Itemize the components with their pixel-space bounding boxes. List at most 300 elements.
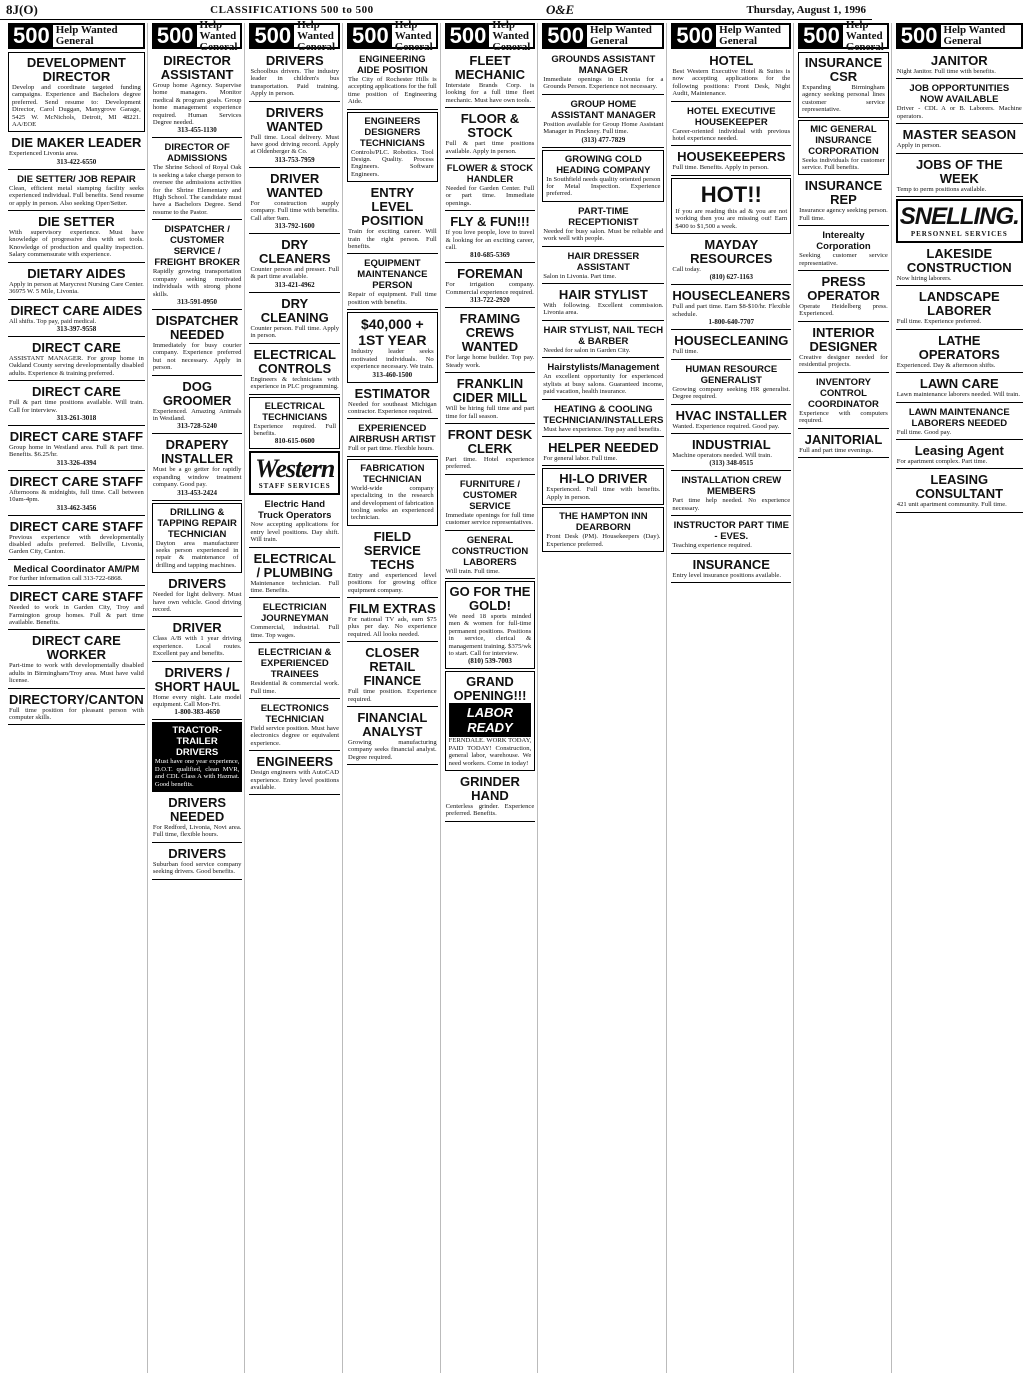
classified-ad xyxy=(542,150,664,202)
ad-body: For irrigation company. Commercial experience required. xyxy=(445,281,535,296)
section-label-line2: General xyxy=(394,40,433,53)
ad-body: Clean, efficient metal stamping facility seeks experienced individual. Full benefits. Send resume or apply in person. Also seeking Oper/Setter. xyxy=(9,184,144,207)
classified-ad xyxy=(798,177,889,226)
classified-ad xyxy=(249,497,340,547)
ad-contact: (313) 477-7829 xyxy=(581,135,626,144)
section-label xyxy=(294,18,338,53)
classified-ad xyxy=(347,421,438,456)
ad-body: Full or part time. Flexible hours. xyxy=(348,445,434,453)
classified-ad xyxy=(8,339,145,381)
classified-column xyxy=(345,18,441,1373)
ad-body: Full time. Experience preferred. xyxy=(896,318,982,326)
classified-ad xyxy=(347,644,438,707)
ad-contact: (810) 539-7003 xyxy=(468,657,512,666)
classified-ad xyxy=(671,148,791,175)
ad-title: DISPATCHER / CUSTOMER SERVICE / FREIGHT BROKER xyxy=(154,224,240,269)
ad-title: ELECTRICAL TECHNICIANS xyxy=(262,400,328,423)
classified-ad xyxy=(798,228,889,271)
ad-title: FILM EXTRAS xyxy=(349,600,436,616)
ad-title: ENGINEERS xyxy=(256,754,334,770)
ad-title: ELECTRICIAN JOURNEYMAN xyxy=(260,602,329,625)
section-label-line2: General xyxy=(845,40,884,53)
ad-body: Immediate openings in Livonia for a Grounds Person. Experience not necessary. xyxy=(543,76,664,91)
ad-title: DRIVER xyxy=(172,620,222,636)
ad-title: DISPATCHER NEEDED xyxy=(155,312,239,342)
ad-title: FLOWER & STOCK HANDLER xyxy=(446,163,534,186)
ad-title: LAKESIDE CONSTRUCTION xyxy=(906,246,1012,276)
classified-ad xyxy=(347,459,438,526)
classified-ad xyxy=(798,324,889,373)
section-label-line2: General xyxy=(199,40,238,53)
ad-body: An excellent opportunity for experienced stylists at busy salons. Guaranteed income, paid vacation, health insurance. xyxy=(543,373,664,396)
section-label-line1: Help Wanted xyxy=(394,18,432,42)
ad-title: MASTER SEASON xyxy=(902,127,1016,143)
ad-body: Seeks individuals for customer service. Full benefits. xyxy=(802,156,885,172)
ad-title: DIRECTOR OF ADMISSIONS xyxy=(164,142,230,165)
ad-body: 421 unit apartment community. Full time. xyxy=(896,501,1007,509)
ad-title: DRILLING & TAPPING REPAIR TECHNICIAN xyxy=(157,506,237,540)
section-number: 500 xyxy=(544,25,587,47)
ad-contact: 1-800-640-7707 xyxy=(708,318,755,327)
classified-ad xyxy=(249,104,340,168)
ad-body: Night Janitor. Full time with benefits. xyxy=(896,68,996,75)
section-number: 500 xyxy=(154,25,197,47)
classified-ad xyxy=(671,287,791,330)
ad-title: DOG GROOMER xyxy=(162,378,232,408)
ad-title: HOUSECLEANING xyxy=(674,333,789,349)
ad-title: DRIVERS xyxy=(168,845,227,861)
ad-title: DRY CLEANING xyxy=(260,295,329,325)
ad-body: For large home builder. Top pay. Steady work. xyxy=(445,354,535,369)
ad-body: Experienced. Amazing Animals in Westland. xyxy=(152,407,242,422)
ad-title: ENTRY LEVEL POSITION xyxy=(361,185,424,229)
ad-body: Part-time to work with developmentally disabled adults in Birmingham/Troy area. Must have valid license. xyxy=(9,662,144,685)
ad-body: Needed for southeast Michigan contractor. Experience required. xyxy=(348,400,437,415)
ad-body: Needed to work in Garden City, Troy and Farmington group homes. Full & part time available. Benefits. xyxy=(9,604,144,626)
ad-body: We need 18 sports minded men & women for full-time permanent positions. Positions in service, clerical & management training. $375/wk to start. Call for interview. xyxy=(448,612,532,657)
classified-ad xyxy=(8,265,145,300)
classified-ad xyxy=(8,213,145,263)
section-number: 500 xyxy=(10,25,53,47)
ad-contact: 313-591-0950 xyxy=(177,297,217,306)
ad-body: For general labor. Full time. xyxy=(543,454,618,462)
classified-ad xyxy=(8,428,145,471)
ad-body: Entry and experienced level positions for growing office equipment company. xyxy=(348,571,437,594)
snelling-logo-sub: PERSONNEL SERVICES xyxy=(910,230,1008,239)
ad-body: Must have one year experience, D.O.T. qualified, clean MVR, and CDL Class A with Hazmat. Good benefits. xyxy=(154,758,240,788)
classified-ad xyxy=(8,518,145,560)
ad-body: All shifts. Top pay, paid medical. xyxy=(9,317,97,325)
ad-body: Immediate openings for full time customer service representatives. xyxy=(445,511,535,527)
classified-ad xyxy=(8,588,145,630)
ad-title: ENGINEERING AIDE POSITION xyxy=(356,54,428,76)
section-label-line1: Help Wanted xyxy=(297,18,334,42)
section-label xyxy=(587,25,655,47)
ad-body: Wanted. Experience required. Good pay. xyxy=(672,422,780,430)
ad-contact: 313-326-4394 xyxy=(56,458,97,467)
classified-ad xyxy=(249,645,340,699)
ad-body: Immediately for busy courier company. Experience preferred but not necessary. Apply in person. xyxy=(152,341,242,372)
classified-ad xyxy=(896,332,1023,373)
ad-body: Salon in Livonia. Part time. xyxy=(543,272,617,280)
ad-body: Train for exciting career. Will train the right person. Full benefits. xyxy=(348,228,437,251)
classified-ad xyxy=(542,97,664,148)
classified-ad xyxy=(445,426,536,475)
ad-body: Now accepting applications for entry level positions. Day shift. Will train. xyxy=(250,521,340,544)
classified-ad xyxy=(445,533,536,579)
classified-column xyxy=(443,18,539,1373)
ad-title: INSTALLATION CREW MEMBERS xyxy=(681,475,782,498)
classified-ad xyxy=(152,845,243,880)
classified-ad xyxy=(896,245,1023,286)
classified-ad xyxy=(8,473,145,516)
classified-ad xyxy=(542,249,664,284)
ad-body: Full time. xyxy=(672,348,699,356)
section-label-line2: General xyxy=(297,40,336,53)
ad-title: DIRECT CARE xyxy=(31,384,121,400)
ad-title: HUMAN RESOURCE GENERALIST xyxy=(685,363,778,386)
ad-title: DRY CLEANERS xyxy=(258,237,331,267)
ad-body: Needed for salon in Garden City. xyxy=(543,346,631,354)
western-logo-sub: STAFF SERVICES xyxy=(258,482,331,491)
classified-ad xyxy=(798,431,889,458)
ad-title: HOTEL EXECUTIVE HOUSEKEEPER xyxy=(687,105,776,128)
section-title: CLASSIFICATIONS 500 to 500 xyxy=(210,3,374,16)
ad-title: DIE SETTER/ JOB REPAIR xyxy=(17,173,136,185)
section-label-line2: General xyxy=(492,40,531,53)
ad-contact: (810) 627-1163 xyxy=(709,273,753,282)
classified-ad xyxy=(671,436,791,471)
western-logo: Western xyxy=(255,454,335,484)
ad-title: DIRECT CARE STAFF xyxy=(9,473,144,489)
ad-body: Engineers & technicians with experience in PLC programming. xyxy=(250,375,340,391)
section-number: 500 xyxy=(349,25,392,47)
classified-ad xyxy=(152,436,243,500)
classified-ad xyxy=(542,286,664,321)
ad-body: Apply in person. xyxy=(896,142,941,150)
ad-body: Expanding Birmingham agency seeking personal lines customer service representative. xyxy=(802,84,885,114)
ad-body: Interstate Brands Corp. is looking for a full time fleet mechanic. Must have own tools. xyxy=(445,82,535,104)
ad-title: Hairstylists/Management xyxy=(547,362,660,374)
classified-ad xyxy=(896,442,1023,469)
ad-body: Call today. xyxy=(672,266,701,274)
ad-title: LEASING CONSULTANT xyxy=(915,472,1004,502)
ad-title: HAIR DRESSER ASSISTANT xyxy=(567,250,640,273)
ad-body: Centerless grinder. Experience preferred. Benefits. xyxy=(445,803,535,818)
section-header xyxy=(671,23,791,49)
ad-contact: 313-792-1600 xyxy=(274,222,315,231)
ad-title: DIRECT CARE STAFF xyxy=(9,518,144,534)
classified-ad xyxy=(8,134,145,169)
ad-body: Temp to perm positions available. xyxy=(896,185,987,193)
ad-title: JANITORIAL xyxy=(804,431,883,447)
classified-ad xyxy=(347,52,438,110)
ad-body: Now hiring laborers. xyxy=(896,275,952,283)
ad-contact: 810-615-0600 xyxy=(274,437,315,446)
ad-body: Creative designer needed for residential projects. xyxy=(799,353,888,369)
ad-body: FERNDALE. WORK TODAY, PAID TODAY! Construction, general labor, warehouse. We need workers. Come in today! xyxy=(448,737,532,767)
paper-name: O&E xyxy=(545,1,575,17)
ad-body: Experience required. Full benefits. xyxy=(253,422,337,437)
classified-column xyxy=(669,23,794,1373)
ad-body: Full and part time evenings. xyxy=(799,446,873,454)
classified-ad xyxy=(445,773,536,822)
classified-column xyxy=(796,18,892,1373)
ad-title: DRIVER WANTED xyxy=(266,170,323,200)
section-label xyxy=(392,18,436,53)
ad-body: Will train. Full time. xyxy=(445,567,500,575)
classified-ad xyxy=(8,562,145,586)
ad-title: DIRECTORY/CANTON xyxy=(9,691,144,707)
ad-title: DRIVERS xyxy=(168,576,227,592)
classified-ad xyxy=(152,619,243,661)
ad-body: Full & part time positions available. Apply in person. xyxy=(445,140,535,155)
ad-title: FRANKLIN CIDER MILL xyxy=(452,376,528,406)
ad-body: Seeking customer service representative. xyxy=(799,252,888,267)
ad-body: Full time. Good pay. xyxy=(896,428,952,436)
classified-ad xyxy=(152,140,243,220)
classified-ad xyxy=(347,312,438,382)
section-label xyxy=(941,25,1009,47)
classified-ad xyxy=(445,375,536,424)
ad-title: DRIVERS WANTED xyxy=(265,104,324,134)
ad-body: With supervisory experience. Must have knowledge of progressive dies with set tools. Knowledge of production and quality inspection. Salary commensurate with experience. xyxy=(9,229,144,259)
ad-title: GENERAL CONSTRUCTION LABORERS xyxy=(451,534,529,568)
ad-contact: 313-261-3018 xyxy=(56,413,97,422)
ad-body: Residential & commercial work. Full time. xyxy=(250,680,340,695)
ad-body: Full time. Benefits. Apply in person. xyxy=(672,164,769,172)
ad-title: HOUSEKEEPERS xyxy=(677,149,786,165)
section-label-line2: General xyxy=(589,35,628,47)
section-label-line1: Help Wanted xyxy=(845,18,883,42)
classified-ad xyxy=(896,126,1023,153)
ad-title: FABRICATION TECHNICIAN xyxy=(360,462,425,485)
ad-body: For apartment complex. Part time. xyxy=(896,458,988,466)
ad-body: Field service position. Must have electronics degree or equivalent experience. xyxy=(250,724,340,747)
ad-title: FOREMAN xyxy=(457,266,523,282)
section-header xyxy=(896,23,1023,49)
ad-body: For national TV ads, earn $75 plus per day. No experience required. All looks needed. xyxy=(348,615,437,638)
classified-columns xyxy=(6,18,1022,1373)
classified-ad xyxy=(249,397,340,450)
ad-body: Growing manufacturing company seeks financial analyst. Degree required. xyxy=(348,739,437,761)
ad-body: Position available for Group Home Assistant Manager in Pinckney. Full time. xyxy=(543,120,664,136)
classified-column xyxy=(894,23,1025,1373)
classified-ad xyxy=(347,256,438,310)
ad-title: DEVELOPMENT DIRECTOR xyxy=(26,55,126,84)
ad-body: Full and part time. Earn $8-$10/hr. Flexible schedule. xyxy=(672,303,791,318)
classified-ad xyxy=(445,161,536,211)
ad-contact: 313-422-6550 xyxy=(56,157,97,166)
classified-ad xyxy=(8,302,145,337)
classified-ad xyxy=(445,581,536,669)
classified-ad xyxy=(152,575,243,617)
ad-title: ESTIMATOR xyxy=(354,385,431,401)
ad-title: FINANCIAL ANALYST xyxy=(357,710,428,739)
ad-title: DIE MAKER LEADER xyxy=(11,135,142,151)
section-number: 500 xyxy=(898,25,941,47)
section-number: 500 xyxy=(251,25,294,47)
ad-body: Experienced. Day & afternoon shifts. xyxy=(896,361,996,369)
classified-ad xyxy=(896,52,1023,79)
ad-title: FURNITURE / CUSTOMER SERVICE xyxy=(459,478,521,512)
ad-contact: (313) 348-0515 xyxy=(709,459,754,468)
ad-contact: 313-453-2424 xyxy=(177,488,217,497)
ad-title: ELECTRICIAN & EXPERIENCED TRAINEES xyxy=(258,647,332,681)
section-header xyxy=(152,18,243,53)
classified-ad xyxy=(249,701,340,751)
classified-ad xyxy=(542,360,664,399)
ad-title: HOUSECLEANERS xyxy=(672,288,791,304)
ad-title: Electric Hand Truck Operators xyxy=(258,499,332,522)
ad-title: Medical Coordinator AM/PM xyxy=(13,563,140,575)
classified-ad xyxy=(152,378,243,435)
ad-title: PRESS OPERATOR xyxy=(807,274,880,304)
ad-body: The City of Rochester Hills is accepting applications for the full time position of Engineering Aide. xyxy=(348,76,437,106)
ad-title: INSURANCE xyxy=(692,556,770,572)
classified-ad xyxy=(542,402,664,437)
ad-body: If you are reading this ad & you are not working then you are missing out! Earn $400 to $1,500 a week. xyxy=(675,207,788,230)
ad-title: FIELD SERVICE TECHS xyxy=(363,528,421,572)
ad-title: ELECTRICAL / PLUMBING xyxy=(253,550,336,580)
section-header xyxy=(8,23,145,49)
ad-title: $40,000 + 1ST YEAR xyxy=(358,316,427,349)
classified-ad xyxy=(896,375,1023,402)
ad-title: INSURANCE CSR xyxy=(804,55,883,84)
ad-body: Needed for busy salon. Must be reliable and work well with people. xyxy=(543,227,664,243)
classified-ad xyxy=(8,52,145,132)
ad-title: DIRECT CARE WORKER xyxy=(31,633,121,663)
ad-body: Front Desk (PM). Housekeepers (Day). Experience preferred. xyxy=(546,533,661,548)
classified-ad xyxy=(445,477,536,531)
classified-ad xyxy=(798,52,889,118)
ad-title: LANDSCAPE LABORER xyxy=(918,289,1000,319)
ad-body: For further information call 313-722-6868. xyxy=(9,574,123,582)
snelling-logo: SNELLING. xyxy=(899,203,1019,231)
ad-body: Apply in person at Marycrest Nursing Care Center. 36975 W. 5 Mile, Livonia. xyxy=(9,280,144,296)
ad-title: FRONT DESK CLERK xyxy=(447,426,533,456)
classified-ad xyxy=(249,295,340,344)
section-label xyxy=(489,18,533,53)
section-label xyxy=(843,18,887,53)
section-label xyxy=(197,18,241,53)
ad-title: THE HAMPTON INN DEARBORN xyxy=(559,511,648,534)
classified-ad xyxy=(542,468,664,505)
ad-body: Develop and coordinate targeted funding campaigns. Experience and Bachelors degree preferred. Send resume to: Development Director, Carol Duggan, Manygrove Garage, 5425 W. McNichols, Detroit, MI 48221. AA/EOE xyxy=(12,84,141,129)
ad-body: Needed for light delivery. Must have own vehicle. Good driving record. xyxy=(152,591,242,613)
section-label-line1: Help Wanted xyxy=(589,24,652,36)
ad-title: FLEET MECHANIC xyxy=(454,53,525,82)
classified-ad xyxy=(347,184,438,254)
classified-ad xyxy=(542,439,664,466)
ad-body: Group home in Westland area. Full & part time. Benefits. $6.25/hr. xyxy=(9,443,144,459)
ad-body: For construction supply company. Full time with benefits. Call after 9am. xyxy=(250,199,340,222)
ad-contact: 313-421-4962 xyxy=(274,280,315,289)
classified-ad xyxy=(798,375,889,429)
classified-ad xyxy=(445,52,536,108)
classified-ad xyxy=(798,273,889,322)
ad-title: DRIVERS NEEDED xyxy=(168,795,227,825)
ad-body: Maintenance technician. Full time. Benefits. xyxy=(250,579,340,594)
ad-title: HOT!! xyxy=(700,181,762,207)
ad-body: Full time position. Experience required. xyxy=(348,688,437,703)
classified-ad xyxy=(798,120,889,176)
ad-title: INVENTORY CONTROL COORDINATOR xyxy=(808,376,879,410)
ad-contact: 313-462-3456 xyxy=(56,503,97,512)
ad-contact: 313-455-1130 xyxy=(177,126,217,135)
classified-ad xyxy=(671,362,791,405)
ad-title: HVAC INSTALLER xyxy=(675,407,788,423)
ad-body: Must be a go getter for rapidly expanding window treatment company. Good pay. xyxy=(152,466,242,489)
section-header xyxy=(347,18,438,53)
classified-column xyxy=(540,23,667,1373)
ad-title: DIRECT CARE STAFF xyxy=(9,428,144,444)
classified-ad xyxy=(445,671,536,771)
ad-title: EXPERIENCED AIRBRUSH ARTIST xyxy=(348,423,436,446)
ad-title: LAWN MAINTENANCE LABORERS NEEDED xyxy=(908,406,1010,429)
ad-title: DIRECTOR ASSISTANT xyxy=(160,53,234,82)
section-label xyxy=(53,25,121,47)
ad-title: INSURANCE REP xyxy=(804,178,883,208)
ad-body: Growing company seeking HR generalist. Degree required. xyxy=(672,385,791,401)
ad-title: INDUSTRIAL xyxy=(691,436,771,452)
section-header xyxy=(798,18,889,53)
ad-contact: 313-460-1500 xyxy=(372,370,413,379)
ad-body: Full & part time positions available. Will train. Call for interview. xyxy=(9,399,144,414)
ad-body: Driver - CDL A or B. Laborers. Machine operators. xyxy=(896,105,1022,120)
section-header xyxy=(542,23,664,49)
ad-body: Home every night. Late model equipment. Call Mon-Fri. xyxy=(152,693,242,709)
ad-body: Industry leader seeks motivated individuals. No experience necessary. We train. xyxy=(351,348,434,371)
ad-title: FLY & FUN!!! xyxy=(450,214,530,230)
ad-title: DIE SETTER xyxy=(38,214,115,230)
ad-title: Interealty Corporation xyxy=(816,230,871,253)
ad-body: Best Western Executive Hotel & Suites is now accepting applications for the following positions: Front Desk, Night Audit, Maintenance. xyxy=(672,68,791,98)
ad-body: Afternoons & midnights, full time. Call between 10am-4pm. xyxy=(9,488,144,504)
ad-title: MIC GENERAL INSURANCE CORPORATION xyxy=(808,123,879,157)
ad-body: Suburban food service company seeking drivers. Good benefits. xyxy=(152,860,242,876)
ad-body: Must have experience. Top pay and benefits. xyxy=(543,425,661,433)
ad-body: For Redford, Livonia, Novi area. Full time, flexible hours. xyxy=(152,824,242,839)
labor-ready-logo: LABOR READY xyxy=(449,703,532,737)
ad-contact: 1-800-383-4650 xyxy=(174,708,220,717)
section-label-line2: General xyxy=(55,35,94,47)
ad-title: Leasing Agent xyxy=(914,443,1004,459)
ad-title: TRACTOR-TRAILER DRIVERS xyxy=(172,725,222,759)
section-label-line1: Help Wanted xyxy=(55,24,118,36)
ad-body: Full time. Local delivery. Must have good driving record. Apply at Oldenberger & Co. xyxy=(250,133,340,156)
ad-contact: 313-753-7959 xyxy=(274,155,315,164)
ad-title: HI-LO DRIVER xyxy=(559,471,648,487)
ad-body: ASSISTANT MANAGER. For group home in Oakland County serving developmentally disabled adults. Experience & training preferred. xyxy=(9,354,144,377)
ad-title: FRAMING CREWS WANTED xyxy=(459,311,521,355)
ad-body: Counter person and presser. Full & part time available. xyxy=(250,266,340,281)
ad-title: GROUNDS ASSISTANT MANAGER xyxy=(551,54,656,76)
section-label-line1: Help Wanted xyxy=(719,24,781,36)
classified-ad xyxy=(347,600,438,642)
classified-ad xyxy=(445,265,536,308)
ad-body: Class A/B with 1 year driving experience. Local routes. Excellent pay and benefits. xyxy=(152,635,242,658)
classified-ad xyxy=(152,52,243,138)
ad-body: Teaching experience required. xyxy=(672,542,752,550)
ad-body: Group home Agency. Supervise home managers. Monitor medical & program goals. Group home management experience required. Human Services Degree needed. xyxy=(152,82,242,127)
classified-ad xyxy=(542,323,664,358)
ad-title: FLOOR & STOCK xyxy=(460,111,520,141)
ad-body: With following. Excellent commission. Livonia area. xyxy=(543,302,664,317)
ad-title: HAIR STYLIST xyxy=(558,287,648,303)
section-number: 500 xyxy=(447,25,490,47)
classified-ad xyxy=(347,528,438,598)
